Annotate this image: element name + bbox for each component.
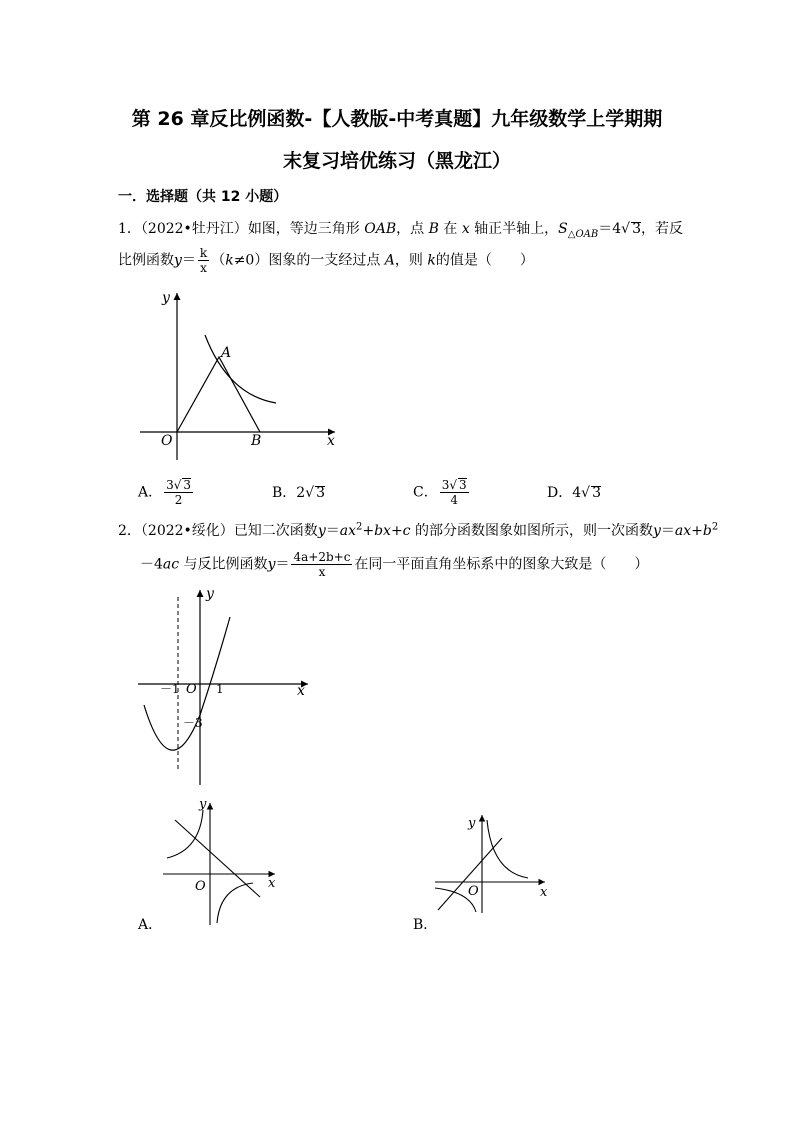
q1-option-a-coef: 3 (166, 478, 174, 492)
q1-x: x (461, 221, 470, 237)
q1-eq: ＝ (181, 252, 196, 269)
q1-point-b: B (428, 221, 439, 237)
q1-text: 图象的一支经过点 (268, 252, 385, 269)
q1-area-sub: △OAB (567, 228, 599, 240)
q1-k: k (427, 252, 436, 269)
q2b-line (438, 838, 502, 910)
q1-option-b-root: 3 (316, 485, 326, 501)
q1-figure (130, 285, 350, 465)
q2-ac: ac (162, 556, 180, 573)
q1-line1: 1．（2022•牡丹江）如图，等边三角形 OAB，点 B 在 x 轴正半轴上，$S_{\triangle OAB}=4√$ 3，若反 (118, 221, 683, 240)
q2-eq2: ＝ (660, 523, 675, 539)
q1-hyperbola (205, 335, 276, 403)
q1-area-s: S (558, 221, 568, 237)
q2-figure (130, 585, 320, 790)
q1-option-d-label: D． (547, 485, 573, 501)
q2a-y-label: y (199, 797, 207, 812)
q2-option-b-label[interactable]: B． (413, 917, 438, 933)
q1-area-root: 3 (632, 221, 641, 237)
section-heading: 一．选择题（共 12 小题） (118, 189, 288, 205)
q2-lin: ax+b (674, 523, 712, 539)
q2b-o-label: O (468, 884, 479, 899)
q2a-x-label: x (268, 876, 276, 891)
q1-option-c-coef: 3 (441, 478, 450, 492)
q1-text: ，若反 (641, 221, 683, 237)
q2-o-label: O (186, 682, 197, 697)
q1-k: k (225, 252, 234, 269)
q2-one-label: 1 (216, 682, 224, 696)
q1-option-a-value: $\frac{3√ 3}{2}$ (166, 478, 192, 507)
q1-option-a-root: 3 (183, 478, 192, 492)
q2b-x-label: x (540, 885, 548, 900)
q1-x-label: x (327, 433, 335, 449)
q1-option-c-den: 4 (450, 493, 458, 507)
q1-source: （2022•牡丹江） (140, 221, 248, 237)
q1-b-label: B (251, 433, 262, 449)
q2-sq: 2 (355, 521, 363, 533)
q2-sq2: 2 (711, 521, 719, 533)
q1-option-c-root: 3 (459, 478, 467, 492)
q1-option-c[interactable] (413, 478, 471, 507)
q1-text: ，点 (396, 221, 429, 237)
q1-option-b[interactable]: B．2√ 3 (272, 485, 326, 501)
q2-line1 (118, 520, 718, 540)
q2a-hyperbola-right (217, 883, 253, 923)
q2b-y-label: y (468, 816, 476, 831)
q1-cond: ≠0） (233, 252, 269, 269)
q2-text: －4 (140, 556, 163, 573)
q1-option-b-coef: 2 (296, 485, 306, 501)
q1-option-d[interactable]: D．4√ 3 (547, 485, 601, 501)
q2a-line (175, 820, 260, 897)
q2-text: 在同一平面直角坐标系中的图象大致是（ ） (354, 556, 649, 573)
q1-option-a-label: A． (138, 484, 163, 501)
q1-option-b-label: B． (272, 485, 297, 501)
q2-x-label: x (297, 683, 305, 699)
q2-neg3-label: －3 (183, 716, 203, 730)
q1-area-eq: ＝4 (598, 221, 622, 237)
q2a-hyperbola-left (167, 810, 203, 858)
q2-number: 2． (118, 523, 141, 539)
q2b-hyperbola-right (487, 820, 528, 878)
q1-text: ，则 (394, 252, 428, 269)
q2-eq: ＝ (325, 523, 340, 539)
page-title-line1: 第 26 章反比例函数-【人教版-中考真题】九年级数学上学期期 (131, 108, 663, 130)
q2-y3: y (267, 556, 276, 573)
q1-number: 1． (118, 221, 141, 237)
q2-y-label: y (206, 586, 214, 602)
q1-point-a: A (384, 252, 395, 269)
q1-option-c-value: $\frac{3√ 3}{4}$ (441, 478, 467, 507)
q1-text: 如图，等边三角形 (247, 221, 365, 237)
q1-text: 比例函数 (118, 252, 174, 269)
q1-option-a[interactable] (138, 478, 195, 507)
q1-option-a-den: 2 (174, 493, 183, 507)
q1-line2 (118, 246, 534, 275)
q1-triangle (177, 357, 260, 432)
q2-text: 与反比例函数 (179, 556, 268, 573)
q1-o-label: O (161, 433, 173, 449)
q2-quad-rest: +bx+c (362, 523, 411, 539)
q2a-o-label: O (195, 879, 206, 894)
q2-eq3: ＝ (275, 556, 290, 573)
q2-option-a-label[interactable]: A． (138, 917, 163, 933)
q1-text: 轴正半轴上， (469, 221, 559, 237)
q2-neg1-label: －1 (160, 682, 180, 696)
q2-quad: ax (339, 523, 356, 539)
q2-y2: y (652, 523, 661, 539)
q1-a-label: A (221, 345, 232, 361)
q1-cond: （ (211, 252, 226, 269)
q1-y-label: y (162, 290, 170, 306)
q2-option-a-figure[interactable] (155, 795, 290, 930)
q2-text: 已知二次函数 (233, 523, 318, 539)
q2-y: y (317, 523, 326, 539)
q1-option-d-root: 3 (592, 485, 601, 501)
page-title-line2: 末复习培优练习（黑龙江） (282, 150, 511, 172)
q1-oab: OAB (364, 221, 397, 237)
q1-option-d-coef: 4 (572, 485, 582, 501)
q1-fraction: $\frac{k}{x}$ (199, 246, 208, 275)
q1-text: 在 (438, 221, 462, 237)
q2-option-b-figure[interactable] (430, 810, 555, 915)
q2-text: 的部分函数图象如图所示，则一次函数 (410, 523, 653, 539)
q2-line2 (140, 550, 648, 579)
q2-source: （2022•绥化） (140, 523, 234, 539)
q1-y: y (174, 252, 182, 269)
q1-option-c-label: C． (413, 484, 438, 501)
q2-fraction: $\frac{4a+2b+c}{x}$ (293, 550, 351, 579)
q1-text: 的值是（ ） (435, 252, 534, 269)
